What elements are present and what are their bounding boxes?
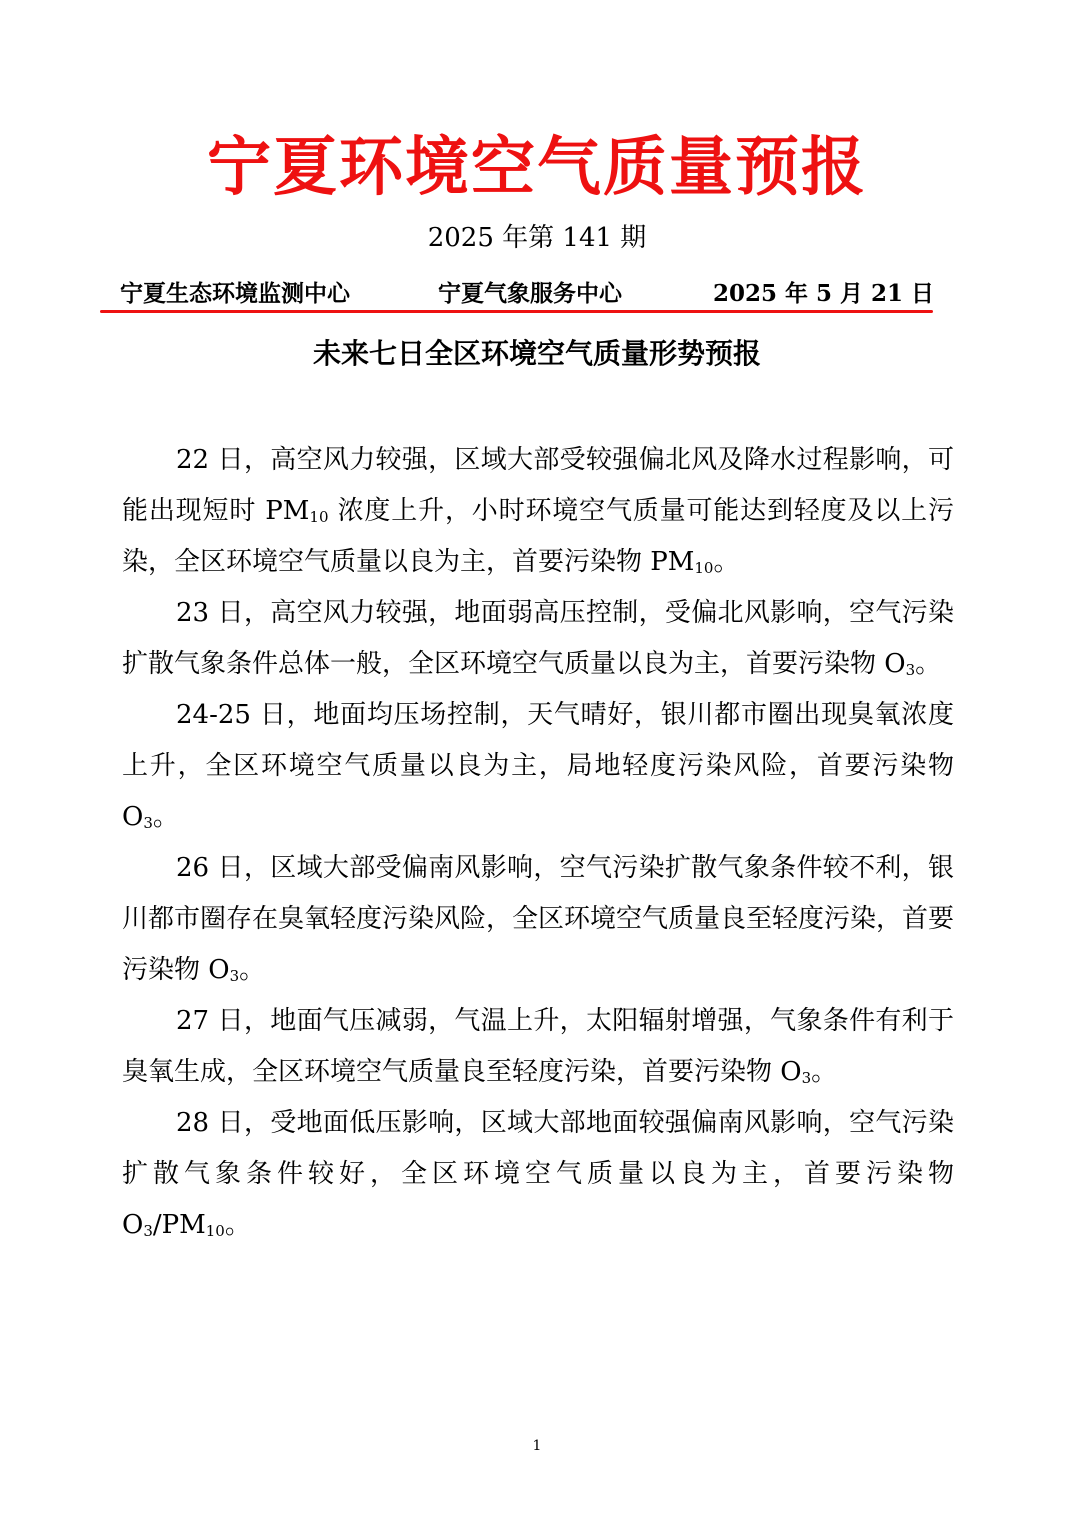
forecast-paragraph-day-22 [122,435,954,588]
forecast-paragraph-day-28 [122,1098,954,1251]
section-heading: 未来七日全区环境空气质量形势预报 [312,337,761,370]
issuer-row [120,277,938,313]
paragraph-text: 22 日，高空风力较强，区域大部受较强偏北风及降水过程影响，可能出现短时 PM [122,445,954,526]
header-divider [100,310,933,313]
paragraph-text: 。 [224,1210,251,1240]
paragraph-text: 浓度上升，小时环境空气质量可能达到轻度及以上污染，全区环境空气质量以良为主，首要污染物 PM [122,496,954,577]
subscript: 3 [143,814,153,832]
issue-number: 2025 年第 141 期 [427,223,647,253]
forecast-paragraph-day-27 [122,996,954,1098]
report-title: 宁夏环境空气质量预报 [207,130,867,205]
paragraph-text: 23 日，高空风力较强，地面弱高压控制，受偏北风影响，空气污染扩散气象条件总体一般，全区环境空气质量以良为主，首要污染物 O [122,598,954,679]
forecast-paragraph-day-23 [122,588,954,690]
paragraph-text: 。 [152,802,179,832]
forecast-paragraph-day-26 [122,843,954,996]
subscript: 3 [905,661,916,679]
issuer-monitoring-center: 宁夏生态环境监测中心 [120,280,350,307]
paragraph-text: 27 日，地面气压减弱，气温上升，太阳辐射增强，气象条件有利于臭氧生成，全区环境空气质量良至轻度污染，首要污染物 O [122,1006,954,1087]
paragraph-text: 26 日，区域大部受偏南风影响，空气污染扩散气象条件较不利，银川都市圈存在臭氧轻度污染风险，全区环境空气质量良至轻度污染，首要污染物 O [122,853,955,985]
paragraph-text: /PM [152,1210,206,1240]
forecast-paragraph-day-24-25 [122,690,954,843]
forecast-body [122,435,954,1251]
paragraph-text: 28 日，受地面低压影响，区域大部地面较强偏南风影响，空气污染扩散气象条件较好，全区环境空气质量以良为主，首要污染物 O [122,1108,954,1240]
paragraph-text: 24-25 日，地面均压场控制，天气晴好，银川都市圈出现臭氧浓度上升，全区环境空气质量以良为主，局地轻度污染风险，首要污染物 O [122,700,954,832]
subscript: 10 [205,1222,225,1240]
paragraph-text: 。 [915,649,942,679]
subscript: 3 [143,1222,153,1240]
subscript: 10 [309,508,329,526]
subscript: 3 [229,967,240,985]
page-number: 1 [532,1438,542,1454]
paragraph-text: 。 [713,547,740,577]
subscript: 10 [694,559,714,577]
paragraph-text: 。 [239,955,266,985]
issuer-meteorological-center: 宁夏气象服务中心 [438,280,622,307]
paragraph-text: 。 [811,1057,838,1087]
issue-date: 2025 年 5 月 21 日 [712,280,934,307]
subscript: 3 [801,1069,812,1087]
